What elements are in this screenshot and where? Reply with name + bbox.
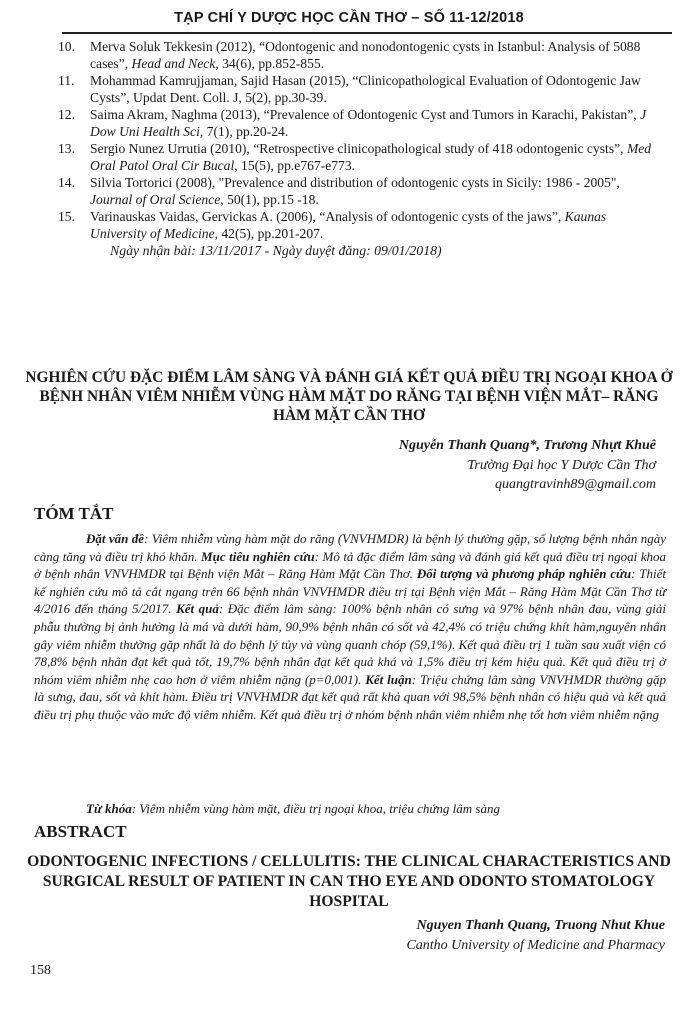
- keywords-text: : Viêm nhiễm vùng hàm mặt, điều trị ngoại khoa, triệu chứng lâm sàng: [131, 801, 500, 816]
- summary-text: : Triệu chứng lâm sàng VNVHMDR thường gặp là sưng, đau, sốt và khít hàm. Điều trị VNVHMDR đạt kết quả rất khả quan với 98,5% bệnh nhân có hiệu quả và kết quả điều trị phụ thuộc vào mức độ viêm nhiễm. Kết quả điều trị ở nhóm bệnh nhân viêm nhiễm nhẹ tốt hơn viêm nhiễm nặng: [34, 671, 666, 722]
- keywords: [86, 801, 500, 817]
- keywords-label: Từ khóa: [86, 801, 132, 816]
- reference-journal: J Dow Uni Health Sci: [90, 107, 647, 139]
- header-rule: [62, 32, 672, 34]
- reference-rest: , 42(5), pp.201-207.: [214, 226, 324, 241]
- reference-item: [58, 208, 664, 242]
- summary-label: Kết luận: [365, 671, 412, 687]
- author-block: [399, 436, 656, 495]
- reference-number: 11.: [58, 73, 75, 88]
- reference-number: 10.: [58, 39, 75, 54]
- author-affiliation: Trường Đại học Y Dược Cần Thơ: [467, 457, 656, 473]
- summary-label: Mục tiêu nghiên cứu: [201, 548, 315, 564]
- reference-number: 13.: [58, 141, 75, 156]
- reference-number: 14.: [58, 175, 75, 190]
- received-date: Ngày nhận bài: 13/11/2017 - Ngày duyệt đăng: 09/01/2018): [110, 243, 442, 258]
- summary-body: [34, 530, 666, 724]
- reference-rest: , 34(6), pp.852-855.: [215, 56, 325, 71]
- english-title: ODONTOGENIC INFECTIONS / CELLULITIS: THE CLINICAL CHARACTERISTICS AND SURGICAL RESULT OF PATIENT IN CAN THO EYE AND ODONTO STOMATOLOGY HOSPITAL: [27, 853, 671, 910]
- summary-text: : Thiết kế nghiên cứu mô tả cắt ngang trên 66 bệnh nhân VNVHMDR điều trị tại Bệnh viện Mắt – Răng Hàm Mặt Cần Thơ từ 4/2016 đến tháng 5/2017.: [34, 566, 666, 617]
- journal-header: TẠP CHÍ Y DƯỢC HỌC CẦN THƠ – SỐ 11-12/2018: [174, 10, 524, 26]
- reference-journal: Med Oral Patol Oral Cir Bucal: [90, 141, 652, 173]
- english-author-block: [406, 916, 665, 955]
- reference-journal: Journal of Oral Science: [90, 192, 221, 207]
- page-number: 158: [30, 963, 51, 978]
- reference-rest: , 15(5), pp.e767-e773.: [234, 158, 356, 173]
- reference-list: [58, 38, 664, 260]
- reference-text: Saima Akram, Naghma (2013), “Prevalence of Odontogenic Cyst and Tumors in Karachi, Pakistan”,: [90, 107, 641, 122]
- summary-text: : Đặc điểm lâm sàng: 100% bệnh nhân có sưng và 97% bệnh nhân đau, vùng giải phẫu thường bị ảnh hưởng là má và dưới hàm, 90,9% bệnh nhân có sốt và 42,4% có triệu chứng khít hàm,nguyên nhân gây viêm nhiễm thường gặp nhất là do bệnh lý tủy và vùng quanh chóp (59,1%). Kết quả điều trị 1 tuần sau xuất viện có 78,8% bệnh nhân đạt kết quả tốt, 19,7% bệnh nhân đạt kết quả khá và 1,5% điều trị kém hiệu quả. Kết quả điều trị ở nhóm viêm nhiễm nhẹ cao hơn ở viêm nhiễm nặng (p=0,001).: [34, 601, 666, 687]
- summary-heading: TÓM TẮT: [34, 504, 114, 523]
- reference-item: [58, 174, 664, 208]
- reference-text: Silvia Tortorici (2008), "Prevalence and distribution of odontogenic cysts in Sicily: 1986 - 2005",: [90, 175, 620, 190]
- reference-text: Varinauskas Vaidas, Gervickas A. (2006), “Analysis of odontogenic cysts of the jaws”,: [90, 209, 565, 224]
- reference-item: [58, 72, 664, 106]
- abstract-heading: ABSTRACT: [34, 822, 127, 841]
- reference-number: 12.: [58, 107, 75, 122]
- reference-item: [58, 140, 664, 174]
- author-names: Nguyễn Thanh Quang*, Trương Nhựt Khuê: [398, 438, 656, 453]
- summary-label: Đặt vấn đề: [86, 531, 145, 546]
- summary-label: Đối tượng và phương pháp nghiên cứu: [416, 566, 632, 582]
- reference-journal: Head and Neck: [131, 56, 216, 71]
- reference-rest: , 50(1), pp.15 -18.: [220, 192, 319, 207]
- reference-text: Sergio Nunez Urrutia (2010), “Retrospective clinicopathological study of 418 odontogenic cysts”,: [90, 141, 627, 156]
- reference-number: 15.: [58, 209, 75, 224]
- reference-journal: Kaunas University of Medicine: [90, 209, 607, 241]
- summary-text: : Mô tả đặc điểm lâm sàng và đánh giá kết quả điều trị ngoại khoa ở bệnh nhân VNVHMDR tại Bệnh viện Mắt – Răng Hàm Mặt Cần Thơ.: [34, 548, 666, 582]
- english-author-names: Nguyen Thanh Quang, Truong Nhut Khue: [416, 918, 665, 933]
- author-email: quangtravinh89@gmail.com: [494, 477, 656, 492]
- reference-item: [58, 38, 664, 72]
- summary-text: : Viêm nhiễm vùng hàm mặt do răng (VNVHMDR) là bệnh lý thường gặp, số lượng bệnh nhân ngày càng tăng và điều trị khó khăn.: [34, 531, 666, 564]
- reference-item: [58, 106, 664, 140]
- article-title: NGHIÊN CỨU ĐẶC ĐIỂM LÂM SÀNG VÀ ĐÁNH GIÁ KẾT QUẢ ĐIỀU TRỊ NGOẠI KHOA Ở BỆNH NHÂN VIÊM NHIỄM VÙNG HÀM MẶT DO RĂNG TẠI BỆNH VIỆN MẮT– RĂNG HÀM MẶT CẦN THƠ: [25, 369, 673, 424]
- summary-label: Kết quả: [176, 601, 219, 617]
- reference-text: Merva Soluk Tekkesin (2012), “Odontogenic and nonodontogenic cysts in Istanbul: Analysis of 5088 cases”,: [90, 39, 641, 71]
- english-affiliation: Cantho University of Medicine and Pharmacy: [406, 937, 665, 953]
- reference-text: Mohammad Kamrujjaman, Sajid Hasan (2015), “Clinicopathological Evaluation of Odontogenic Jaw Cysts”, Updat Dent. Coll. J, 5(2), pp.30-39.: [90, 73, 641, 105]
- reference-rest: , 7(1), pp.20-24.: [199, 124, 289, 139]
